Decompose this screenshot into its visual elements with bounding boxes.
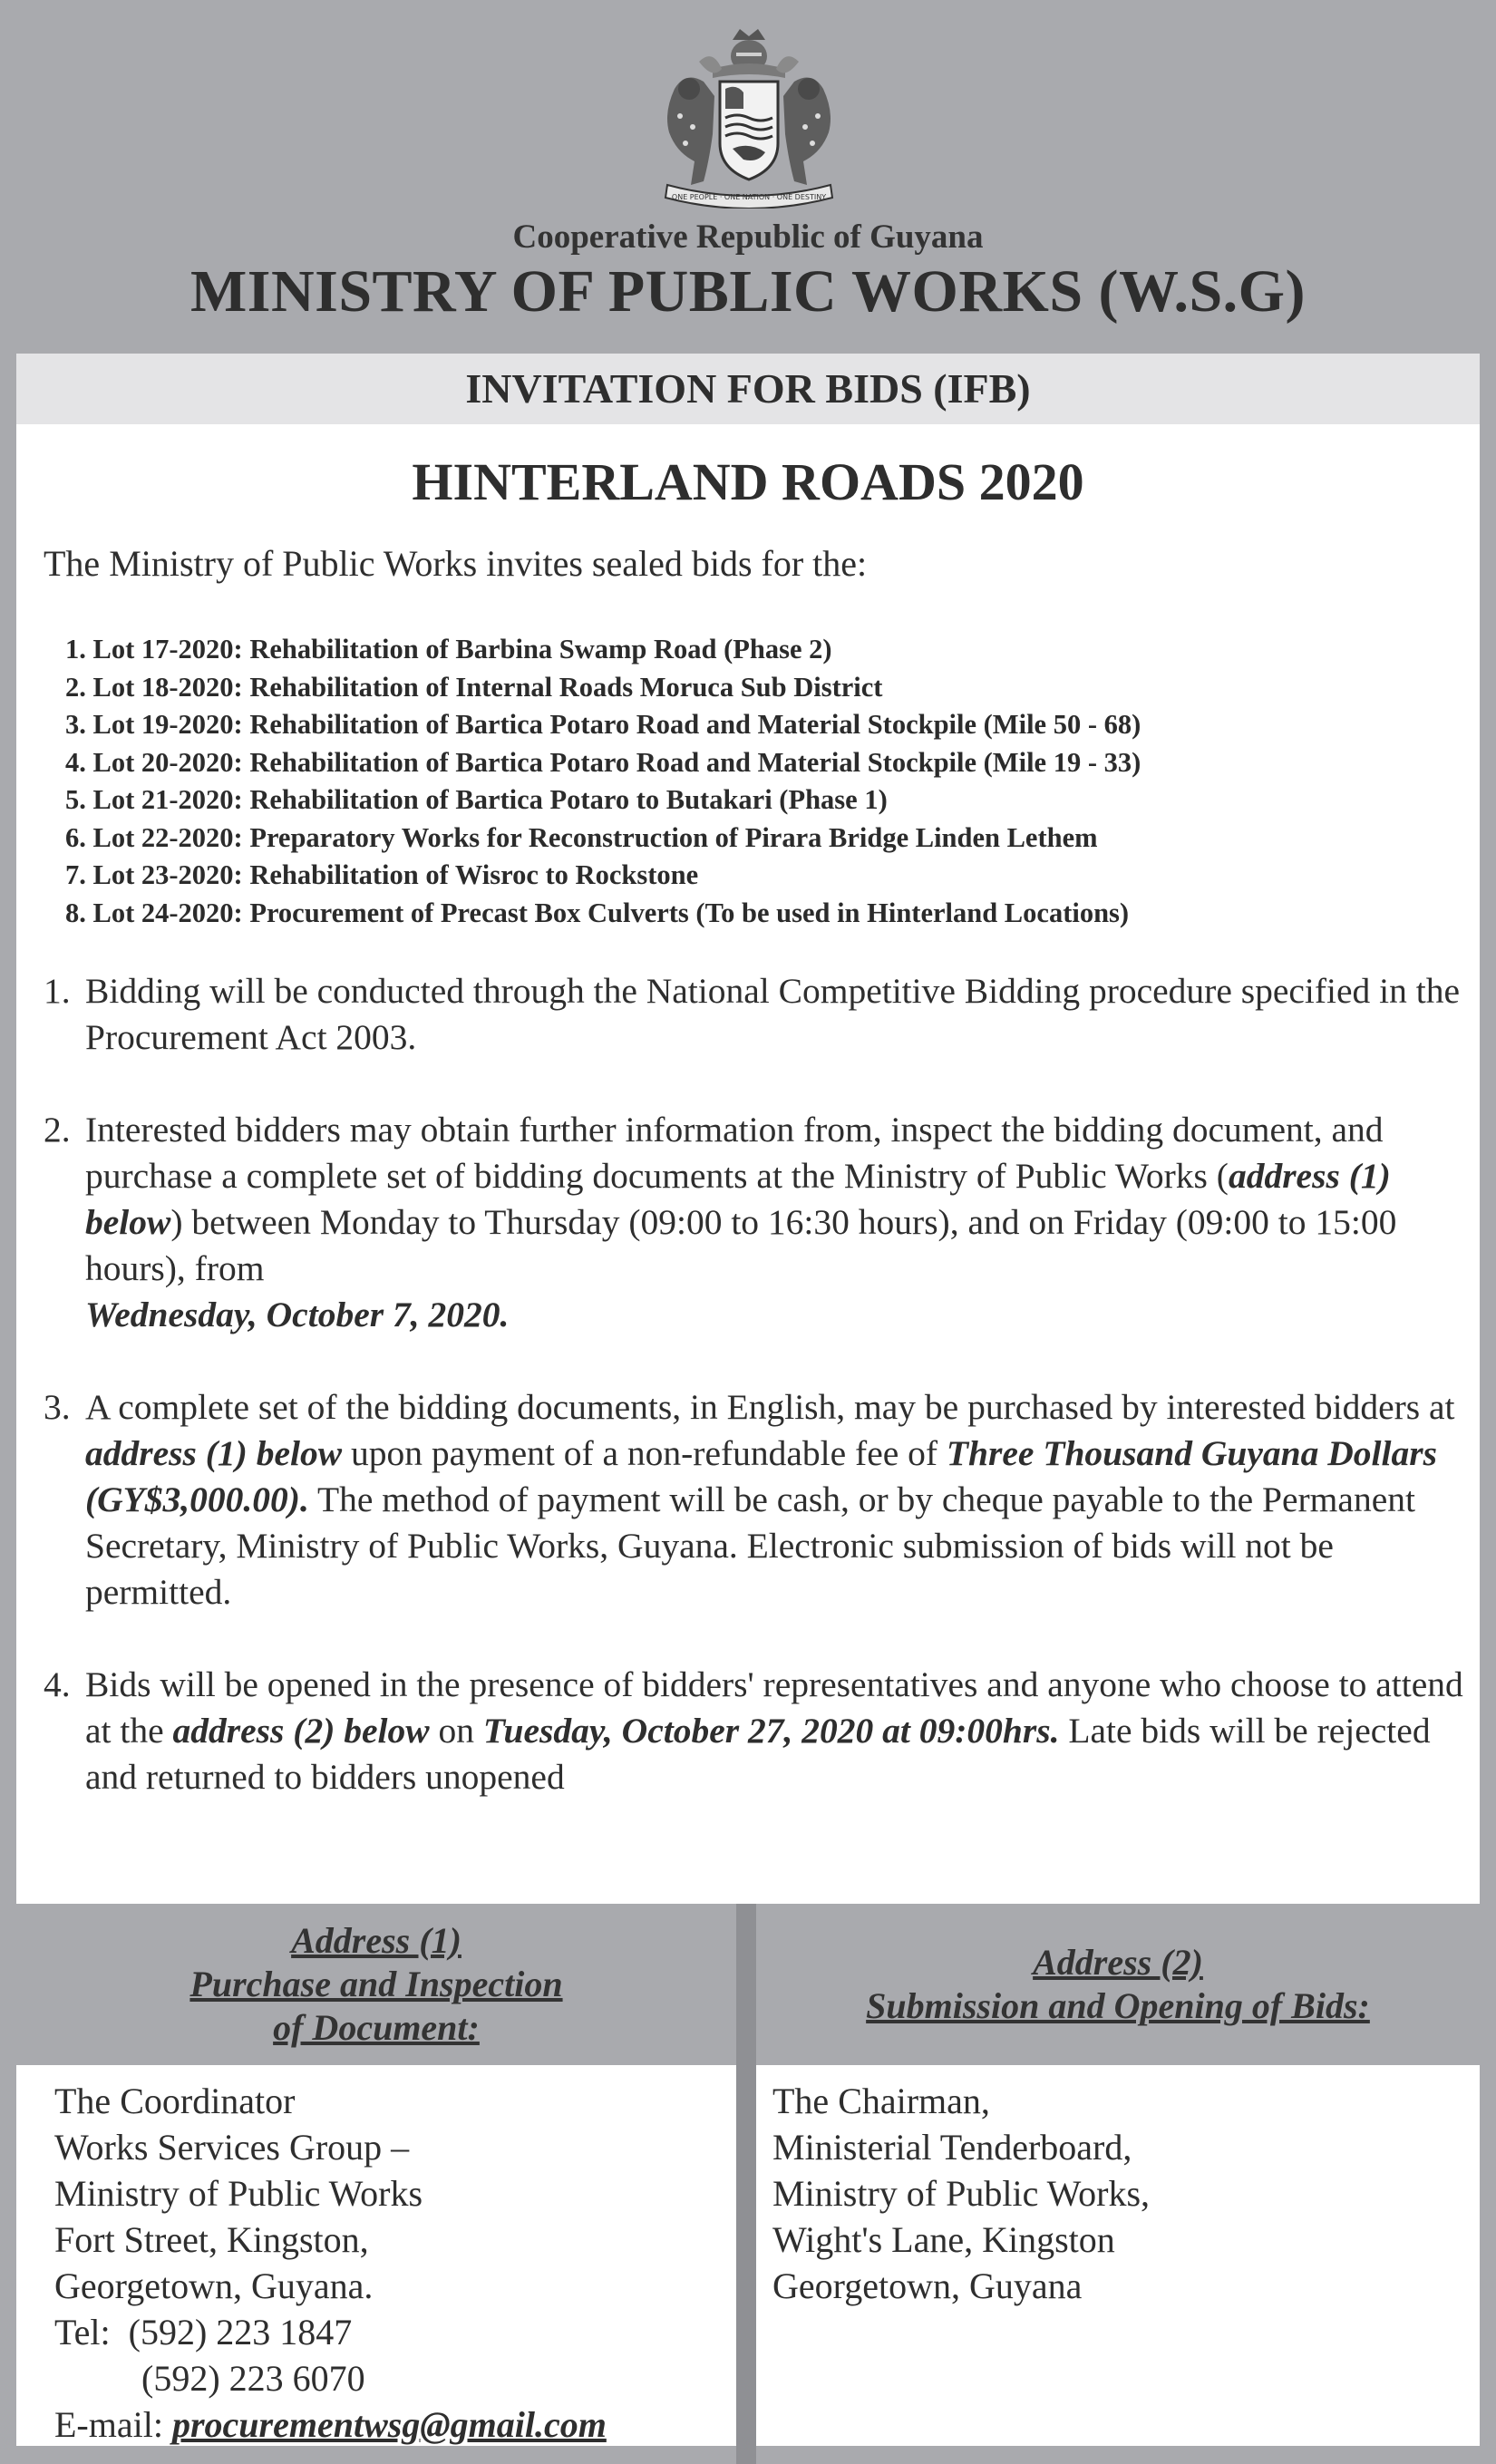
address-line: Ministry of Public Works, — [772, 2173, 1151, 2214]
clause-text: Late bids will be rejected and returned to bidders unopened — [85, 1711, 1431, 1797]
lot-item: 1. Lot 17-2020: Rehabilitation of Barbina Swamp Road (Phase 2) — [65, 634, 832, 665]
address-line: Works Services Group – — [54, 2127, 410, 2168]
email-line — [54, 2401, 607, 2448]
column-divider — [736, 1904, 756, 2464]
lot-item: 6. Lot 22-2020: Preparatory Works for Reconstruction of Pirara Bridge Linden Lethem — [65, 821, 1098, 853]
ifb-title: INVITATION FOR BIDS (IFB) — [465, 365, 1031, 412]
lot-item: 8. Lot 24-2020: Procurement of Precast Box Culverts (To be used in Hinterland Locations) — [65, 897, 1130, 928]
clause-number: 3. — [44, 1387, 71, 1427]
phone-number: (592) 223 6070 — [141, 2358, 365, 2399]
address-line: Georgetown, Guyana. — [54, 2265, 374, 2306]
address-line: Georgetown, Guyana — [772, 2265, 1083, 2306]
clause-1 — [44, 968, 1476, 1061]
address-2-body — [756, 2065, 1480, 2446]
clause-text: The method of payment will be cash, or by cheque payable to the Permanent Secretary, Ministry of Public Works, Guyana. Electronic submission of bids will not be permitted. — [85, 1479, 1415, 1612]
lot-item: 4. Lot 20-2020: Rehabilitation of Bartica Potaro Road and Material Stockpile (Mile 19 - 33) — [65, 746, 1141, 778]
clause-text: upon payment of a non-refundable fee of — [342, 1433, 947, 1473]
address-heading-line: Submission and Opening of Bids: — [866, 1985, 1370, 2026]
phone-number: (592) 223 1847 — [128, 2312, 353, 2352]
country-name: Cooperative Republic of Guyana — [512, 218, 984, 256]
guyana-coat-of-arms-icon — [649, 25, 849, 209]
lot-item: 2. Lot 18-2020: Rehabilitation of Internal Roads Moruca Sub District — [65, 671, 883, 703]
lot-item: 7. Lot 23-2020: Rehabilitation of Wisroc to Rockstone — [65, 859, 699, 890]
address-line: The Coordinator — [54, 2081, 296, 2121]
address-line: The Chairman, — [772, 2081, 990, 2121]
start-date: Wednesday, October 7, 2020. — [85, 1295, 510, 1334]
clause-text: Interested bidders may obtain further information from, inspect the bidding document, and purchase a complete set of bidding documents at the Ministry of Public Works ( — [85, 1110, 1384, 1196]
address-line: Wight's Lane, Kingston — [772, 2219, 1115, 2260]
clause-3 — [44, 1384, 1476, 1615]
clause-4 — [44, 1662, 1476, 1800]
clause-2 — [44, 1107, 1476, 1338]
clause-number: 4. — [44, 1664, 71, 1704]
fee-amount: Three Thousand Guyana Dollars (GY$3,000.00). — [85, 1433, 1437, 1519]
address-line: Ministerial Tenderboard, — [772, 2127, 1132, 2168]
address-heading-line: Address (2) — [1033, 1942, 1203, 1983]
opening-date: Tuesday, October 27, 2020 at 09:00hrs. — [482, 1711, 1060, 1751]
project-title: HINTERLAND ROADS 2020 — [412, 452, 1084, 511]
address-heading-line: Purchase and Inspection — [189, 1964, 563, 2004]
clause-number: 1. — [44, 971, 71, 1011]
tel-label: Tel: — [54, 2312, 111, 2352]
svg-text:ONE PEOPLE · ONE NATION · ONE: ONE PEOPLE · ONE NATION · ONE DESTINY — [671, 193, 827, 201]
intro-text: The Ministry of Public Works invites sealed bids for the: — [44, 543, 868, 584]
email-label: E-mail: — [54, 2404, 163, 2445]
address-reference: address (1) below — [85, 1156, 1391, 1242]
email-link[interactable]: procurementwsg@gmail.com — [171, 2404, 607, 2445]
address-2-heading — [756, 1904, 1480, 2065]
address-line: Fort Street, Kingston, — [54, 2219, 369, 2260]
address-heading-line: Address (1) — [291, 1920, 461, 1961]
address-reference: address (2) below — [172, 1711, 430, 1751]
clause-text: Bidding will be conducted through the National Competitive Bidding procedure specified in the Procurement Act 2003. — [85, 971, 1461, 1057]
address-1-body — [16, 2065, 736, 2446]
lot-item: 5. Lot 21-2020: Rehabilitation of Bartica Potaro to Butakari (Phase 1) — [65, 784, 888, 815]
clause-text: ) between Monday to Thursday (09:00 to 16:30 hours), and on Friday (09:00 to 15:00 hours), from — [85, 1202, 1397, 1288]
phone-line — [54, 2309, 607, 2355]
address-reference: address (1) below — [85, 1433, 343, 1473]
clause-list — [44, 968, 1476, 1847]
clause-text: Bids will be opened in the presence of bidders' representatives and anyone who choose to attend at the — [85, 1664, 1463, 1751]
address-1-heading — [16, 1904, 736, 2065]
clause-number: 2. — [44, 1110, 71, 1150]
address-heading-line: of Document: — [273, 2007, 480, 2048]
ministry-name: MINISTRY OF PUBLIC WORKS (W.S.G) — [190, 258, 1306, 325]
notice-panel — [16, 354, 1480, 1904]
ifb-banner — [16, 354, 1480, 424]
lot-list — [65, 631, 1141, 932]
clause-text: A complete set of the bidding documents, in English, may be purchased by interested bidders at — [85, 1387, 1455, 1427]
address-line: Ministry of Public Works — [54, 2173, 423, 2214]
clause-text: on — [429, 1711, 483, 1751]
lot-item: 3. Lot 19-2020: Rehabilitation of Bartica Potaro Road and Material Stockpile (Mile 50 - 68) — [65, 709, 1141, 740]
